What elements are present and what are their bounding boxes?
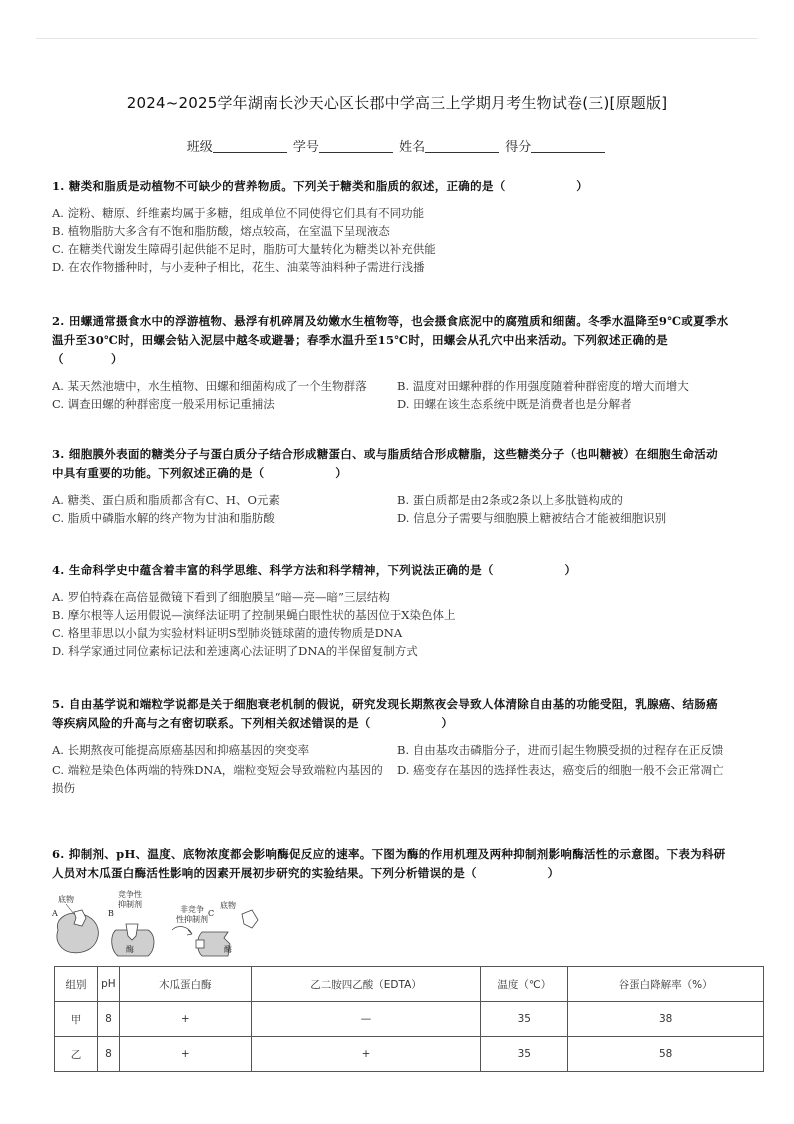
score-blank[interactable] (531, 140, 605, 153)
question-5 (52, 695, 742, 797)
question-stem-line: 中具有重要的功能。下列叙述正确的是（ ） (52, 466, 347, 480)
figure-label-b: B (108, 909, 114, 918)
name-blank[interactable] (425, 140, 499, 153)
column-header: 组别 (55, 967, 98, 1002)
table-row (55, 1037, 764, 1072)
table-cell: 35 (481, 1002, 568, 1037)
substrate-c-shape (242, 910, 258, 928)
question-4 (52, 561, 742, 660)
name-label: 姓名 (399, 140, 426, 155)
option-c[interactable]: C. 脂质中磷脂水解的终产物为甘油和脂肪酸 (52, 511, 275, 525)
noncompetitive-inhibitor-label: 性抑制剂 (176, 915, 208, 924)
option-c[interactable]: C. 端粒是染色体两端的特殊DNA，端粒变短会导致端粒内基因的损伤 (52, 763, 383, 795)
enzyme-mechanism-figure (52, 890, 292, 970)
option-d[interactable]: D. 在农作物播种时，与小麦种子相比，花生、油菜等油料种子需进行浅播 (52, 260, 425, 274)
table-row (55, 1002, 764, 1037)
class-label: 班级 (186, 140, 213, 155)
option-c[interactable]: C. 格里菲思以小鼠为实验材料证明S型肺炎链球菌的遗传物质是DNA (52, 626, 403, 640)
option-a[interactable]: A. 糖类、蛋白质和脂质都含有C、H、O元素 (52, 493, 280, 507)
id-blank[interactable] (319, 140, 393, 153)
column-header: 温度（℃） (481, 967, 568, 1002)
question-stem-line: 等疾病风险的升高与之有密切联系。下列相关叙述错误的是（ ） (52, 716, 454, 730)
table-header-row (55, 967, 764, 1002)
figure-label-a: A (52, 909, 58, 918)
table-cell: 38 (568, 1002, 764, 1037)
student-info-line (0, 136, 794, 155)
arrow-curve (172, 927, 192, 934)
figure-label-c: C (208, 909, 215, 918)
page-title: 2024~2025学年湖南长沙天心区长郡中学高三上学期月考生物试卷(三)[原题版] (126, 94, 668, 112)
class-blank[interactable] (213, 140, 287, 153)
noncompetitive-label: 非竞争 (180, 905, 204, 914)
enzyme-b-label: 酶 (126, 945, 134, 954)
question-stem-line: 5. 自由基学说和端粒学说都是关于细胞衰老机制的假说，研究发现长期熬夜会导致人体清除自由基的功能受阻，乳腺癌、结肠癌 (52, 697, 718, 711)
id-label: 学号 (292, 140, 319, 155)
column-header: 谷蛋白降解率（%） (568, 967, 764, 1002)
table-cell: + (119, 1037, 251, 1072)
option-d[interactable]: D. 癌变存在基因的选择性表达，癌变后的细胞一般不会正常凋亡 (397, 763, 724, 777)
substrate-label-c: 底物 (220, 901, 236, 910)
option-d[interactable]: D. 田螺在该生态系统中既是消费者也是分解者 (397, 397, 632, 411)
option-b[interactable]: B. 温度对田螺种群的作用强度随着种群密度的增大而增大 (397, 379, 689, 393)
question-stem-line: 2. 田螺通常摄食水中的浮游植物、悬浮有机碎屑及幼嫩水生植物等，也会摄食底泥中的腐殖质和细菌。冬季水温降至9℃或夏季水 (52, 314, 729, 328)
enzyme-c-label: 酶 (224, 945, 232, 954)
column-header: pH (97, 967, 119, 1002)
option-d[interactable]: D. 科学家通过同位素标记法和差速离心法证明了DNA的半保留复制方式 (52, 644, 418, 658)
noncompetitive-inhibitor-shape (196, 940, 204, 948)
question-stem-line: 3. 细胞膜外表面的糖类分子与蛋白质分子结合形成糖蛋白、或与脂质结合形成糖脂，这些糖类分子（也叫糖被）在细胞生命活动 (52, 447, 718, 461)
table-cell: 甲 (55, 1002, 98, 1037)
table-cell: 8 (97, 1037, 119, 1072)
table-cell: 35 (481, 1037, 568, 1072)
score-label: 得分 (505, 140, 532, 155)
option-b[interactable]: B. 自由基攻击磷脂分子，进而引起生物膜受损的过程存在正反馈 (397, 743, 724, 757)
option-a[interactable]: A. 淀粉、糖原、纤维素均属于多糖，组成单位不同使得它们具有不同功能 (52, 206, 425, 220)
experiment-results-table (54, 966, 764, 1072)
substrate-label-a: 底物 (58, 895, 74, 904)
competitive-inhibitor-label: 抑制剂 (118, 900, 142, 909)
table-cell: + (251, 1037, 481, 1072)
option-d[interactable]: D. 信息分子需要与细胞膜上糖被结合才能被细胞识别 (397, 511, 667, 525)
question-stem: 1. 糖类和脂质是动植物不可缺少的营养物质。下列关于糖类和脂质的叙述，正确的是（ ） (52, 179, 589, 193)
header-rule (36, 38, 758, 39)
competitive-label: 竞争性 (118, 890, 142, 899)
question-3 (52, 445, 742, 527)
question-2 (52, 312, 742, 413)
column-header: 乙二胺四乙酸（EDTA） (251, 967, 481, 1002)
question-stem-line: （ ） (52, 352, 123, 366)
option-b[interactable]: B. 植物脂肪大多含有不饱和脂肪酸，熔点较高，在室温下呈现液态 (52, 224, 390, 238)
question-1 (52, 177, 742, 276)
table-cell: 8 (97, 1002, 119, 1037)
question-stem-line: 温升至30℃时，田螺会钻入泥层中越冬或避暑；春季水温升至15℃时，田螺会从孔穴中出来活动。下列叙述正确的是 (52, 333, 668, 347)
column-header: 木瓜蛋白酶 (119, 967, 251, 1002)
table-cell: 乙 (55, 1037, 98, 1072)
table-cell: — (251, 1002, 481, 1037)
option-a[interactable]: A. 某天然池塘中，水生植物、田螺和细菌构成了一个生物群落 (52, 379, 367, 393)
option-b[interactable]: B. 蛋白质都是由2条或2条以上多肽链构成的 (397, 493, 623, 507)
question-6 (52, 845, 742, 883)
question-stem-line: 6. 抑制剂、pH、温度、底物浓度都会影响酶促反应的速率。下图为酶的作用机理及两种抑制剂影响酶活性的示意图。下表为科研 (52, 847, 726, 861)
option-a[interactable]: A. 罗伯特森在高倍显微镜下看到了细胞膜呈“暗—亮—暗”三层结构 (52, 590, 390, 604)
option-a[interactable]: A. 长期熬夜可能提高原癌基因和抑癌基因的突变率 (52, 743, 310, 757)
question-stem-line: 人员对木瓜蛋白酶活性影响的因素开展初步研究的实验结果。下列分析错误的是（ ） (52, 866, 560, 880)
table-cell: 58 (568, 1037, 764, 1072)
option-c[interactable]: C. 调查田螺的种群密度一般采用标记重捕法 (52, 397, 275, 411)
table-cell: + (119, 1002, 251, 1037)
option-b[interactable]: B. 摩尔根等人运用假说—演绎法证明了控制果蝇白眼性状的基因位于X染色体上 (52, 608, 456, 622)
question-stem: 4. 生命科学史中蕴含着丰富的科学思维、科学方法和科学精神，下列说法正确的是（ ） (52, 563, 577, 577)
option-c[interactable]: C. 在糖类代谢发生障碍引起供能不足时，脂肪可大量转化为糖类以补充供能 (52, 242, 436, 256)
